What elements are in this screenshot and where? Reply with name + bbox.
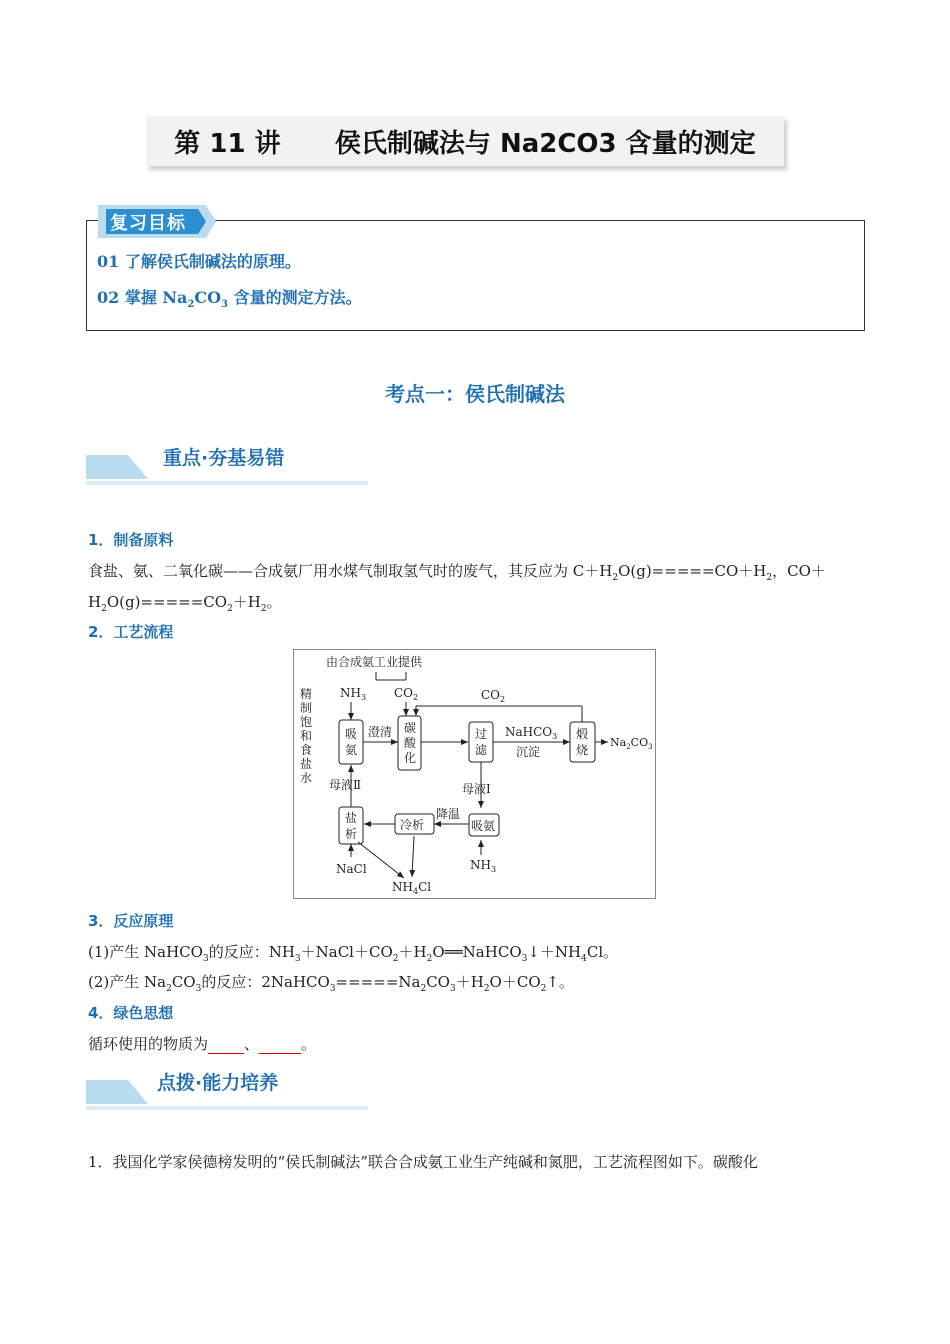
flow-co2-recycle: $CO_2$ [481,688,506,704]
flow-mother-liquor-2: 母液Ⅱ [329,778,362,792]
section-heading: 考点一：侯氏制碱法 [385,382,565,406]
point-1-head: 1．制备原料 [88,531,174,549]
point-1-line-2: $H_2O(g)=====CO_2+H_2$。 [88,593,282,614]
flow-nh4cl: $NH_4Cl$ [392,880,432,896]
flow-calcine-a: 煅 [576,727,589,741]
flow-absorb1-a: 吸 [345,727,358,741]
flow-nahco3: NaHCO$_3$ [505,725,558,741]
point-1-line-1: 食盐、氨、二氧化碳——合成氨厂用水煤气制取氢气时的废气，其反应为 $C+H_2O(g)=====CO+H_2$，CO＋ [88,562,826,583]
reaction-1: (1)产生 NaHCO$_3$的反应：$NH_3+NaCl+CO_2+H_2O══NaHCO_3↓+NH_4Cl$。 [88,943,619,964]
flow-filter-a: 过 [475,727,488,741]
process-flow-diagram [293,649,656,899]
flow-na2co3: $Na_2CO_3$ [610,736,653,751]
recycle-question: 循环使用的物质为 、 。 [88,1035,317,1053]
flow-left-3: 饱 [300,715,313,729]
point-3-head: 3．反应原理 [88,912,174,930]
flow-carbon-b: 酸 [404,736,417,750]
goal-item-1: 01 了解侯氏制碱法的原理。 [97,252,301,271]
flow-nacl: NaCl [336,862,367,876]
flow-absorb1-b: 氨 [345,743,358,757]
flow-source-label: 由合成氨工业提供 [326,655,423,669]
page-title [146,116,784,166]
flow-left-1: 精 [300,687,313,701]
point-2-head: 2．工艺流程 [88,623,174,641]
point-4-head: 4．绿色思想 [88,1004,174,1022]
sub-heading-1: 重点·夯基易错 [163,447,285,469]
flow-left-7: 水 [300,771,313,785]
goal-item-2: 02 掌握 $Na_2CO_3$ 含量的测定方法。 [97,288,362,311]
flow-calcine-b: 烧 [576,743,589,757]
flow-carbon-c: 化 [404,751,417,765]
answer-blank-1[interactable] [208,1039,244,1054]
flow-left-4: 和 [300,729,313,743]
question-1: 1．我国化学家侯德榜发明的“侯氏制碱法”联合合成氨工业生产纯碱和氮肥，工艺流程图如下。碳酸化 [88,1153,758,1171]
flow-left-2: 制 [300,701,313,715]
reaction-2: (2)产生 $Na_2CO_3$的反应：$2NaHCO_3=====Na_2CO_3+H_2O+CO_2↑$。 [88,973,574,994]
sub-heading-2: 点拨·能力培养 [157,1072,279,1094]
flow-cool-down: 降温 [436,807,461,821]
lecture-topic: 侯氏制碱法与 Na2CO3 含量的测定 [334,128,756,159]
flow-filter-b: 滤 [475,743,488,757]
flow-cool: 冷析 [400,818,425,832]
answer-blank-2[interactable] [259,1039,301,1054]
flow-salt-a: 盐 [345,811,358,825]
flow-precipitate: 沉淀 [516,745,541,759]
goal-tag-label: 复习目标 [110,213,186,234]
flow-mother-liquor-1: 母液Ⅰ [462,782,491,796]
flow-carbon-a: 碳 [404,721,417,735]
flow-clarify: 澄清 [368,725,393,739]
flow-nh3: $NH_3$ [340,686,367,702]
flow-salt-b: 析 [345,827,358,841]
flow-absorb2: 吸氨 [471,819,496,833]
flow-nh3-bottom: $NH_3$ [470,858,497,874]
flow-co2: $CO_2$ [394,686,419,702]
lecture-number: 第 11 讲 [174,128,281,159]
flow-left-6: 盐 [300,757,313,771]
flow-left-5: 食 [300,743,313,757]
